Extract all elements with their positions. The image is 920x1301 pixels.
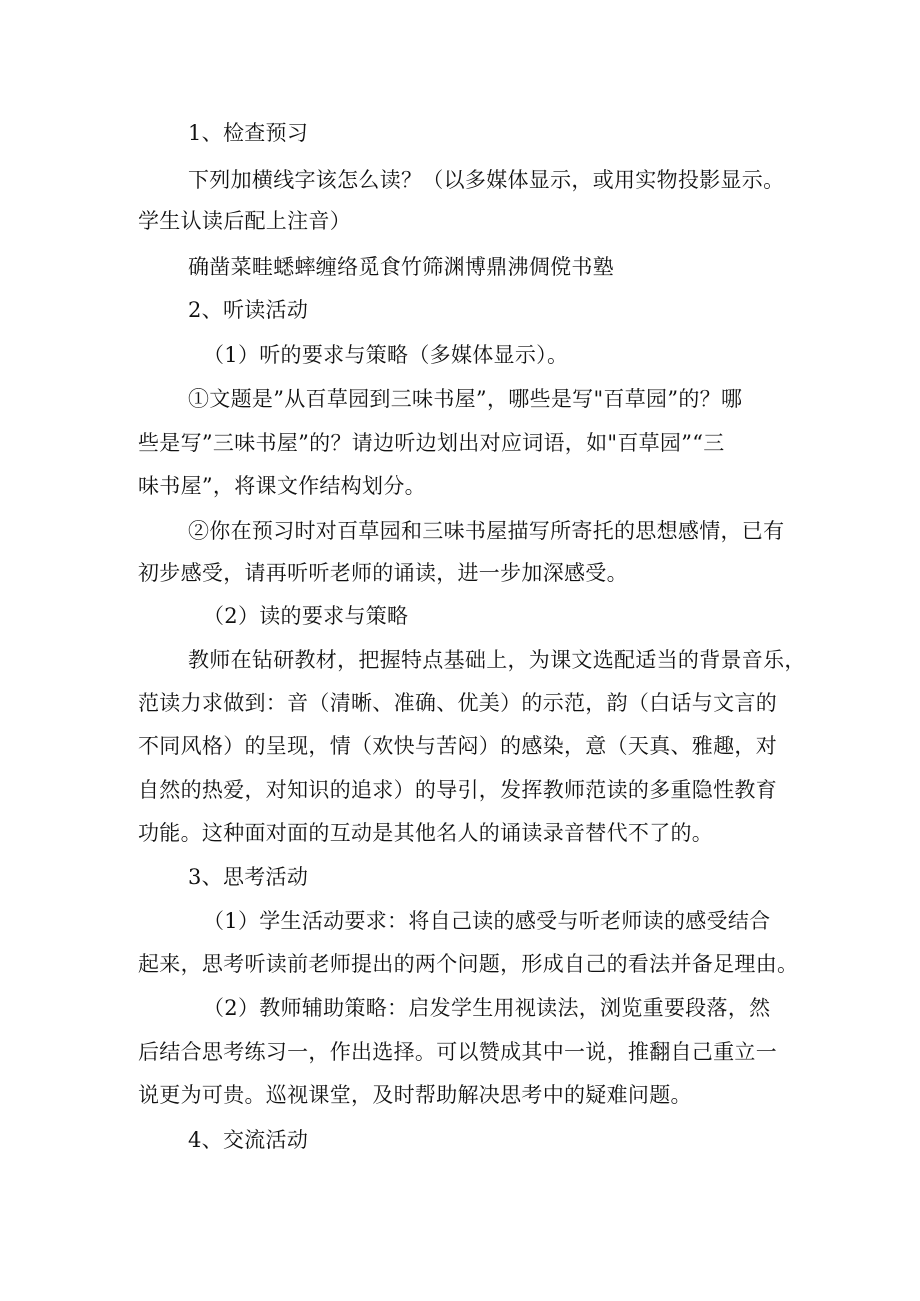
heading-check-preview: 1、检查预习 [188,121,309,145]
subheading-listening-requirements: （1）听的要求与策略（多媒体显示）。 [203,343,569,367]
paragraph-line: 功能。这种面对面的互动是其他名人的诵读录音替代不了的。 [138,821,714,845]
paragraph-line: 学生认读后配上注音） [138,209,351,233]
paragraph-line: 些是写”三味书屋”的？请边听边划出对应词语，如"百草园”“三 [138,431,725,455]
heading-listening-activity: 2、听读活动 [188,298,309,322]
paragraph-line: ②你在预习时对百草园和三味书屋描写所寄托的思想感情，已有 [188,519,785,543]
paragraph-line: 下列加横线字该怎么读？（以多媒体显示，或用实物投影显示。 [188,168,785,192]
paragraph-line: 自然的热爱，对知识的追求）的导引，发挥教师范读的多重隐性教育 [138,778,777,802]
heading-exchange-activity: 4、交流活动 [188,1128,309,1152]
paragraph-line: 教师在钻研教材，把握特点基础上，为课文选配适当的背景音乐， [188,648,806,672]
subheading-reading-requirements: （2）读的要求与策略 [203,604,409,628]
heading-thinking-activity: 3、思考活动 [188,865,309,889]
paragraph-line: 味书屋”，将课文作结构划分。 [138,474,426,498]
paragraph-line: （2）教师辅助策略：启发学生用视读法，浏览重要段落，然 [203,996,771,1020]
paragraph-line: 说更为可贵。巡视课堂，及时帮助解决思考中的疑难问题。 [138,1083,692,1107]
vocabulary-line: 确凿菜畦蟋蟀缠络觅食竹筛渊博鼎沸倜傥书塾 [188,255,614,279]
paragraph-line: 后结合思考练习一，作出选择。可以赞成其中一说，推翻自己重立一 [138,1040,777,1064]
paragraph-line: （1）学生活动要求：将自己读的感受与听老师读的感受结合 [203,909,771,933]
paragraph-line: ①文题是”从百草园到三味书屋”，哪些是写"百草园”的？哪 [188,387,743,411]
paragraph-line: 范读力求做到：音（清晰、准确、优美）的示范，韵（白话与文言的 [138,691,777,715]
paragraph-line: 起来，思考听读前老师提出的两个问题，形成自己的看法并备足理由。 [138,952,799,976]
paragraph-line: 不同风格）的呈现，情（欢快与苦闷）的感染，意（天真、雅趣，对 [138,734,777,758]
paragraph-line: 初步感受，请再听听老师的诵读，进一步加深感受。 [138,561,628,585]
